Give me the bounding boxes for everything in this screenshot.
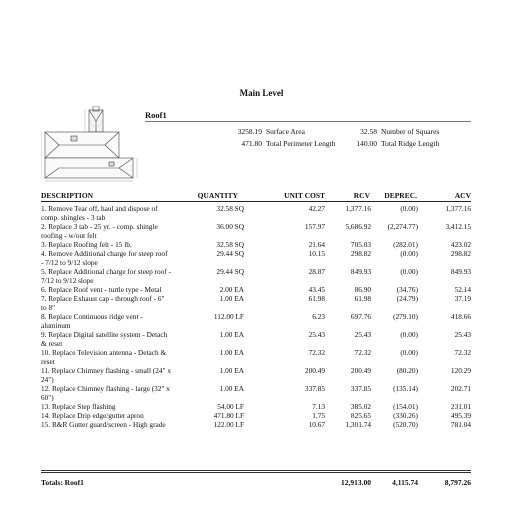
header-acv: ACV <box>454 191 471 200</box>
item-description: 12. Replace Chimney flashing - large (32" x 60") <box>41 384 170 402</box>
item-acv: 231.01 <box>450 402 471 411</box>
item-description: 2. Replace 3 tab - 25 yr. - comp. shingle roofing - w/out felt <box>41 222 158 240</box>
item-acv: 1,377.16 <box>445 204 471 213</box>
item-description: 6. Replace Roof vent - turtle type - Metal <box>41 285 162 294</box>
item-unit-cost: 21.64 <box>308 240 325 249</box>
item-quantity: 32.58 SQ <box>216 240 244 249</box>
item-deprec: (520.70) <box>393 420 418 429</box>
item-rcv: 1,377.16 <box>345 204 371 213</box>
item-deprec: (154.01) <box>393 402 418 411</box>
item-quantity: 54.00 LF <box>217 402 244 411</box>
header-description: DESCRIPTION <box>41 191 94 200</box>
item-unit-cost: 337.85 <box>304 384 325 393</box>
item-deprec: (0.00) <box>400 267 418 276</box>
table-row <box>41 384 471 402</box>
item-deprec: (80.20) <box>396 366 418 375</box>
item-description: 15. R&R Gutter guard/screen - High grade <box>41 420 166 429</box>
room-divider <box>145 121 471 122</box>
header-rcv: RCV <box>353 191 370 200</box>
item-description: 10. Replace Television antenna - Detach & reset <box>41 348 167 366</box>
table-row <box>41 366 471 384</box>
table-row <box>41 294 471 312</box>
item-quantity: 1.00 EA <box>219 330 244 339</box>
item-rcv: 72.32 <box>354 348 371 357</box>
item-unit-cost: 25.43 <box>308 330 325 339</box>
item-acv: 418.66 <box>450 312 471 321</box>
table-row <box>41 285 471 294</box>
totals-deprec: 4,115.74 <box>392 478 418 487</box>
item-deprec: (0.00) <box>400 348 418 357</box>
item-unit-cost: 157.97 <box>304 222 325 231</box>
item-description: 14. Replace Drip edge/gutter apron <box>41 411 144 420</box>
item-deprec: (135.14) <box>393 384 418 393</box>
table-row <box>41 348 471 366</box>
item-rcv: 385.02 <box>350 402 371 411</box>
item-description: 4. Remove Additional charge for steep roof - 7/12 to 9/12 slope <box>41 249 168 267</box>
item-acv: 72.32 <box>454 348 471 357</box>
totals-rcv: 12,913.00 <box>341 478 371 487</box>
item-unit-cost: 200.49 <box>304 366 325 375</box>
item-quantity: 29.44 SQ <box>216 249 244 258</box>
level-title: Main Level <box>239 88 284 98</box>
totals-row <box>41 478 471 487</box>
item-unit-cost: 1.75 <box>312 411 325 420</box>
item-deprec: (2,274.77) <box>387 222 418 231</box>
item-deprec: (282.01) <box>393 240 418 249</box>
table-row <box>41 411 471 420</box>
item-deprec: (0.00) <box>400 330 418 339</box>
item-description: 5. Replace Additional charge for steep roof - 7/12 to 9/12 slope <box>41 267 171 285</box>
surface-area-label: Surface Area <box>266 127 305 136</box>
perimeter-value: 471.80 <box>241 138 262 148</box>
table-row <box>41 420 471 429</box>
item-deprec: (34.76) <box>396 285 418 294</box>
item-acv: 25.43 <box>454 330 471 339</box>
item-rcv: 5,686.92 <box>345 222 371 231</box>
item-acv: 423.02 <box>450 240 471 249</box>
table-row <box>41 267 471 285</box>
room-metrics-right <box>330 126 439 149</box>
table-row <box>41 222 471 240</box>
totals-divider <box>41 470 471 471</box>
item-acv: 3,412.15 <box>445 222 471 231</box>
item-description: 9. Replace Digital satellite system - Detach & reset <box>41 330 168 348</box>
item-unit-cost: 61.98 <box>308 294 325 303</box>
item-quantity: 36.00 SQ <box>216 222 244 231</box>
item-rcv: 298.82 <box>350 249 371 258</box>
item-rcv: 849.93 <box>350 267 371 276</box>
surface-area-value: 3258.19 <box>237 127 262 136</box>
header-divider <box>41 201 471 202</box>
item-unit-cost: 43.45 <box>308 285 325 294</box>
totals-acv: 8,797.26 <box>444 478 471 487</box>
item-quantity: 1.00 EA <box>219 366 244 375</box>
item-description: 13. Replace Step flashing <box>41 402 116 411</box>
item-acv: 202.71 <box>450 384 471 393</box>
item-quantity: 29.44 SQ <box>216 267 244 276</box>
totals-label: Totals: Roof1 <box>41 478 84 487</box>
item-acv: 120.29 <box>450 366 471 375</box>
item-quantity: 471.80 LF <box>213 411 244 420</box>
table-row <box>41 240 471 249</box>
item-description: 7. Replace Exhaust cap - through roof - 6" to 8" <box>41 294 165 312</box>
item-rcv: 697.76 <box>350 312 371 321</box>
item-acv: 495.39 <box>450 411 471 420</box>
item-rcv: 200.49 <box>350 366 371 375</box>
header-deprec: DEPREC. <box>384 191 417 200</box>
item-unit-cost: 72.32 <box>308 348 325 357</box>
table-row <box>41 249 471 267</box>
item-quantity: 2.00 EA <box>219 285 244 294</box>
roof-sketch-diagram <box>41 106 142 182</box>
item-unit-cost: 10.67 <box>308 420 325 429</box>
item-rcv: 825.65 <box>350 411 371 420</box>
table-row <box>41 204 471 222</box>
item-unit-cost: 42.27 <box>308 204 325 213</box>
item-rcv: 61.98 <box>354 294 371 303</box>
ridge-value: 140.00 <box>356 138 377 148</box>
item-unit-cost: 28.87 <box>308 267 325 276</box>
item-unit-cost: 6.23 <box>312 312 325 321</box>
ridge-label: Total Ridge Length <box>381 138 440 148</box>
item-description: 1. Remove Tear off, haul and dispose of comp. shingles - 3 tab <box>41 204 158 222</box>
perimeter-label: Total Perimeter Length <box>266 138 336 148</box>
item-quantity: 122.00 LF <box>213 420 244 429</box>
item-rcv: 25.43 <box>354 330 371 339</box>
table-row <box>41 312 471 330</box>
item-rcv: 1,301.74 <box>345 420 371 429</box>
table-row <box>41 402 471 411</box>
item-deprec: (330.26) <box>393 411 418 420</box>
room-metrics-left <box>180 126 335 149</box>
item-quantity: 1.00 EA <box>219 348 244 357</box>
item-rcv: 337.85 <box>350 384 371 393</box>
item-description: 3. Replace Roofing felt - 15 lb. <box>41 240 132 249</box>
item-acv: 849.93 <box>450 267 471 276</box>
item-unit-cost: 7.13 <box>312 402 325 411</box>
item-acv: 781.04 <box>450 420 471 429</box>
table-row <box>41 330 471 348</box>
item-quantity: 1.00 EA <box>219 384 244 393</box>
item-acv: 37.19 <box>454 294 471 303</box>
item-description: 8. Replace Continuous ridge vent - aluminum <box>41 312 143 330</box>
item-rcv: 705.03 <box>350 240 371 249</box>
item-deprec: (279.10) <box>393 312 418 321</box>
line-items-table <box>41 204 471 429</box>
room-title: Roof1 <box>145 110 167 120</box>
item-acv: 298.82 <box>450 249 471 258</box>
item-deprec: (0.00) <box>400 249 418 258</box>
header-unit-cost: UNIT COST <box>284 191 325 200</box>
item-acv: 52.14 <box>454 285 471 294</box>
item-deprec: (0.00) <box>400 204 418 213</box>
squares-label: Number of Squares <box>381 127 440 136</box>
item-unit-cost: 10.15 <box>308 249 325 258</box>
item-quantity: 32.58 SQ <box>216 204 244 213</box>
squares-value: 32.58 <box>360 127 377 136</box>
item-quantity: 1.00 EA <box>219 294 244 303</box>
item-deprec: (24.79) <box>396 294 418 303</box>
totals-divider <box>41 472 471 473</box>
item-rcv: 86.90 <box>354 285 371 294</box>
header-quantity: QUANTITY <box>197 191 238 200</box>
item-quantity: 112.00 LF <box>213 312 244 321</box>
item-description: 11. Replace Chimney flashing - small (24" x 24") <box>41 366 171 384</box>
